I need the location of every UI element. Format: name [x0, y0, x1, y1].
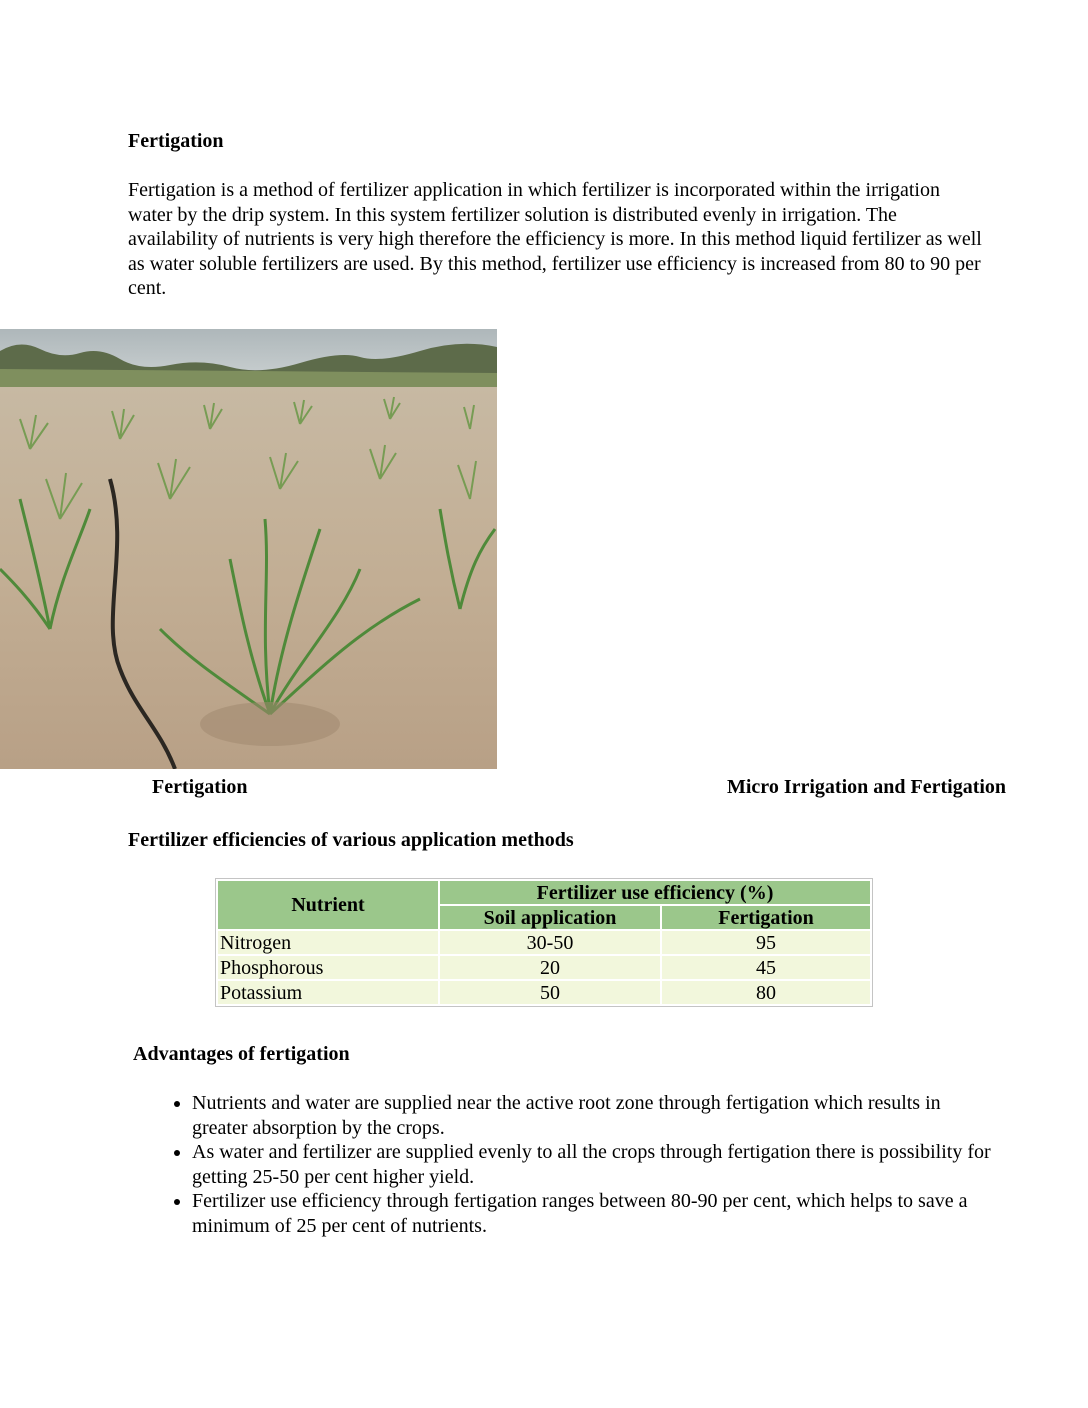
advantages-list — [160, 1091, 992, 1238]
cell-nutrient: Potassium — [218, 981, 438, 1004]
header-efficiency-group: Fertilizer use efficiency (%) — [440, 881, 870, 904]
table-header-row — [218, 881, 870, 904]
crop-field-image — [0, 329, 497, 769]
cell-soil: 20 — [440, 956, 660, 979]
field-photo — [0, 329, 497, 769]
cell-nutrient: Phosphorous — [218, 956, 438, 979]
cell-fertigation: 45 — [662, 956, 870, 979]
header-soil-application: Soil application — [440, 906, 660, 929]
cell-soil: 50 — [440, 981, 660, 1004]
list-item: • Nutrients and water are supplied near the active root zone through fertigation which results in greater absorption by the crops. — [192, 1091, 992, 1140]
cell-fertigation: 95 — [662, 931, 870, 954]
table-heading: Fertilizer efficiencies of various application methods — [128, 829, 574, 851]
cell-nutrient: Nitrogen — [218, 931, 438, 954]
advantages-heading: Advantages of fertigation — [133, 1043, 350, 1065]
header-nutrient: Nutrient — [218, 881, 438, 929]
intro-paragraph: Fertigation is a method of fertilizer application in which fertilizer is incorporated within the irrigation water by the drip system. In this system fertilizer solution is distributed evenly in irrigation. The availability of nutrients is very high therefore the efficiency is more. In this method liquid fertilizer as well as water soluble fertilizers are used. By this method, fertilizer use efficiency is increased from 80 to 90 per cent. — [128, 179, 982, 299]
header-fertigation: Fertigation — [662, 906, 870, 929]
list-item: • Fertilizer use efficiency through fertigation ranges between 80-90 per cent, which helps to save a minimum of 25 per cent of nutrients. — [192, 1189, 992, 1238]
cell-fertigation: 80 — [662, 981, 870, 1004]
efficiency-table — [215, 878, 873, 1007]
list-item: • As water and fertilizer are supplied evenly to all the crops through fertigation there is possibility for getting 25-50 per cent higher yield. — [192, 1140, 992, 1189]
table-row — [218, 956, 870, 979]
caption-right: Micro Irrigation and Fertigation — [727, 776, 1007, 798]
cell-soil: 30-50 — [440, 931, 660, 954]
table-row — [218, 931, 870, 954]
table-row — [218, 981, 870, 1004]
caption-left: Fertigation — [152, 776, 248, 798]
page-title: Fertigation — [128, 130, 224, 152]
